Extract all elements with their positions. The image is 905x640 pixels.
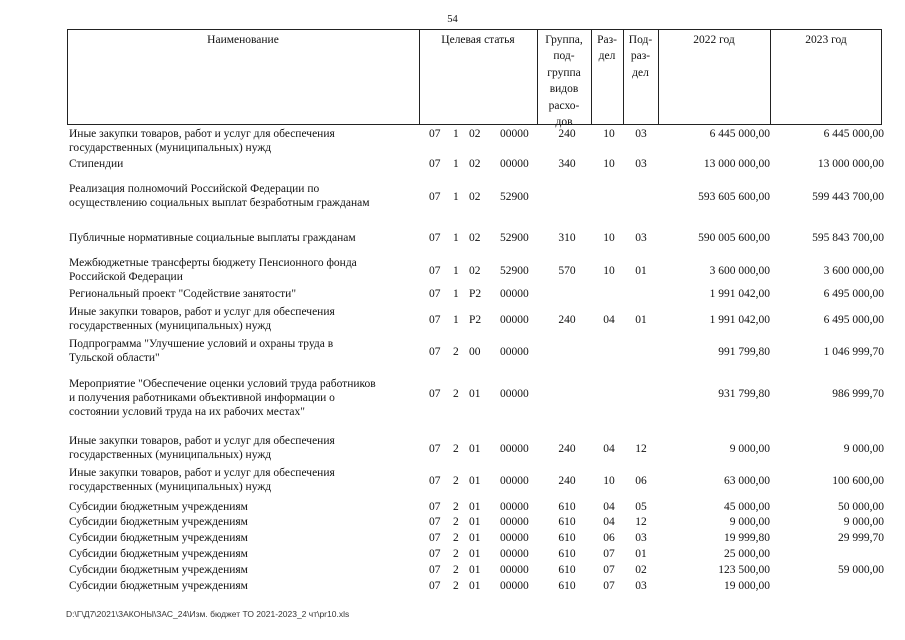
row-name: Стипендии bbox=[69, 158, 124, 170]
subprogram-code: 1 bbox=[453, 288, 459, 300]
program-code: 07 bbox=[429, 191, 441, 203]
expense-type: 240 bbox=[558, 314, 576, 326]
amount-2022: 9 000,00 bbox=[729, 516, 770, 528]
program-code: 07 bbox=[429, 564, 441, 576]
amount-2022: 931 799,80 bbox=[718, 388, 770, 400]
amount-2023: 9 000,00 bbox=[843, 443, 884, 455]
row-name: Субсидии бюджетным учреждениям bbox=[69, 516, 248, 528]
amount-2023: 6 495 000,00 bbox=[823, 288, 884, 300]
group-code: 01 bbox=[469, 580, 481, 592]
program-code: 07 bbox=[429, 388, 441, 400]
row-name: Субсидии бюджетным учреждениям bbox=[69, 580, 248, 592]
expense-type: 610 bbox=[558, 532, 576, 544]
subprogram-code: 1 bbox=[453, 265, 459, 277]
section-code: 04 bbox=[603, 501, 615, 513]
group-code: 01 bbox=[469, 501, 481, 513]
direction-code: 00000 bbox=[500, 475, 529, 487]
expense-type: 570 bbox=[558, 265, 576, 277]
subsection-code: 02 bbox=[635, 564, 647, 576]
direction-code: 00000 bbox=[500, 580, 529, 592]
group-code: 01 bbox=[469, 548, 481, 560]
amount-2023: 595 843 700,00 bbox=[812, 232, 884, 244]
program-code: 07 bbox=[429, 501, 441, 513]
header-name: Наименование bbox=[207, 34, 279, 46]
row-name: Субсидии бюджетным учреждениям bbox=[69, 501, 248, 513]
group-code: 00 bbox=[469, 346, 481, 358]
amount-2022: 19 000,00 bbox=[724, 580, 770, 592]
subprogram-code: 2 bbox=[453, 548, 459, 560]
subsection-code: 01 bbox=[635, 314, 647, 326]
expense-type: 610 bbox=[558, 580, 576, 592]
direction-code: 00000 bbox=[500, 501, 529, 513]
direction-code: 00000 bbox=[500, 564, 529, 576]
program-code: 07 bbox=[429, 346, 441, 358]
section-code: 04 bbox=[603, 443, 615, 455]
direction-code: 00000 bbox=[500, 532, 529, 544]
section-code: 10 bbox=[603, 158, 615, 170]
expense-type: 240 bbox=[558, 443, 576, 455]
direction-code: 00000 bbox=[500, 388, 529, 400]
amount-2022: 123 500,00 bbox=[718, 564, 770, 576]
program-code: 07 bbox=[429, 288, 441, 300]
row-name: Субсидии бюджетным учреждениям bbox=[69, 548, 248, 560]
amount-2022: 6 445 000,00 bbox=[709, 128, 770, 140]
amount-2022: 991 799,80 bbox=[718, 346, 770, 358]
row-name: Субсидии бюджетным учреждениям bbox=[69, 564, 248, 576]
header-year-2022: 2022 год bbox=[693, 34, 735, 46]
section-code: 06 bbox=[603, 532, 615, 544]
program-code: 07 bbox=[429, 128, 441, 140]
group-code: 02 bbox=[469, 128, 481, 140]
amount-2023: 13 000 000,00 bbox=[817, 158, 884, 170]
program-code: 07 bbox=[429, 443, 441, 455]
section-code: 10 bbox=[603, 265, 615, 277]
subsection-code: 01 bbox=[635, 548, 647, 560]
amount-2022: 63 000,00 bbox=[724, 475, 770, 487]
group-code: 02 bbox=[469, 265, 481, 277]
subprogram-code: 2 bbox=[453, 346, 459, 358]
subsection-code: 03 bbox=[635, 232, 647, 244]
section-code: 10 bbox=[603, 232, 615, 244]
group-code: 02 bbox=[469, 232, 481, 244]
direction-code: 52900 bbox=[500, 232, 529, 244]
subsection-code: 03 bbox=[635, 532, 647, 544]
amount-2022: 19 999,80 bbox=[724, 532, 770, 544]
subprogram-code: 1 bbox=[453, 314, 459, 326]
expense-type: 240 bbox=[558, 128, 576, 140]
direction-code: 00000 bbox=[500, 548, 529, 560]
group-code: 01 bbox=[469, 532, 481, 544]
group-code: 01 bbox=[469, 475, 481, 487]
row-name: Иные закупки товаров, работ и услуг для обеспечения государственных (муниципальных) нужд bbox=[69, 306, 335, 332]
direction-code: 00000 bbox=[500, 346, 529, 358]
amount-2023: 1 046 999,70 bbox=[823, 346, 884, 358]
subsection-code: 12 bbox=[635, 443, 647, 455]
program-code: 07 bbox=[429, 475, 441, 487]
amount-2023: 29 999,70 bbox=[838, 532, 884, 544]
section-code: 10 bbox=[603, 128, 615, 140]
group-code: 01 bbox=[469, 516, 481, 528]
direction-code: 00000 bbox=[500, 516, 529, 528]
amount-2023: 59 000,00 bbox=[838, 564, 884, 576]
expense-type: 310 bbox=[558, 232, 576, 244]
group-code: P2 bbox=[469, 288, 482, 300]
group-code: 01 bbox=[469, 388, 481, 400]
amount-2023: 6 495 000,00 bbox=[823, 314, 884, 326]
row-name: Иные закупки товаров, работ и услуг для обеспечения государственных (муниципальных) нужд bbox=[69, 435, 335, 461]
subprogram-code: 1 bbox=[453, 158, 459, 170]
amount-2023: 599 443 700,00 bbox=[812, 191, 884, 203]
amount-2023: 9 000,00 bbox=[843, 516, 884, 528]
file-path-footer: D:\Г\Д7\2021\ЗАКОНЫ\ЗАС_24\Изм. бюджет ТО 2021-2023_2 чт\pr10.xls bbox=[66, 609, 350, 619]
amount-2022: 593 605 600,00 bbox=[698, 191, 770, 203]
amount-2022: 25 000,00 bbox=[724, 548, 770, 560]
amount-2022: 3 600 000,00 bbox=[709, 265, 770, 277]
section-code: 07 bbox=[603, 548, 615, 560]
amount-2022: 9 000,00 bbox=[729, 443, 770, 455]
subprogram-code: 1 bbox=[453, 128, 459, 140]
expense-type: 240 bbox=[558, 475, 576, 487]
row-name: Субсидии бюджетным учреждениям bbox=[69, 532, 248, 544]
amount-2022: 45 000,00 bbox=[724, 501, 770, 513]
subprogram-code: 2 bbox=[453, 564, 459, 576]
program-code: 07 bbox=[429, 158, 441, 170]
group-code: 02 bbox=[469, 158, 481, 170]
amount-2022: 13 000 000,00 bbox=[703, 158, 770, 170]
row-name: Межбюджетные трансферты бюджету Пенсионного фонда Российской Федерации bbox=[69, 257, 357, 283]
row-name: Подпрограмма "Улучшение условий и охраны труда в Тульской области" bbox=[69, 338, 334, 364]
section-code: 04 bbox=[603, 314, 615, 326]
subprogram-code: 1 bbox=[453, 191, 459, 203]
direction-code: 00000 bbox=[500, 314, 529, 326]
row-name: Иные закупки товаров, работ и услуг для обеспечения государственных (муниципальных) нужд bbox=[69, 467, 335, 493]
amount-2022: 1 991 042,00 bbox=[709, 314, 770, 326]
direction-code: 00000 bbox=[500, 443, 529, 455]
row-name: Иные закупки товаров, работ и услуг для обеспечения государственных (муниципальных) нужд bbox=[69, 128, 335, 154]
section-code: 07 bbox=[603, 564, 615, 576]
header-target-article: Целевая статья bbox=[441, 34, 515, 46]
expense-type: 610 bbox=[558, 516, 576, 528]
section-code: 04 bbox=[603, 516, 615, 528]
subsection-code: 03 bbox=[635, 158, 647, 170]
expense-type: 610 bbox=[558, 548, 576, 560]
subprogram-code: 2 bbox=[453, 475, 459, 487]
direction-code: 00000 bbox=[500, 128, 529, 140]
subsection-code: 12 bbox=[635, 516, 647, 528]
group-code: 02 bbox=[469, 191, 481, 203]
header-year-2023: 2023 год bbox=[805, 34, 847, 46]
row-name: Реализация полномочий Российской Федерации по осуществлению социальных выплат безработным гражданам bbox=[69, 183, 370, 209]
direction-code: 52900 bbox=[500, 265, 529, 277]
expense-type: 610 bbox=[558, 501, 576, 513]
expense-type: 610 bbox=[558, 564, 576, 576]
direction-code: 52900 bbox=[500, 191, 529, 203]
subprogram-code: 2 bbox=[453, 516, 459, 528]
group-code: P2 bbox=[469, 314, 482, 326]
group-code: 01 bbox=[469, 564, 481, 576]
subprogram-code: 2 bbox=[453, 580, 459, 592]
subsection-code: 03 bbox=[635, 128, 647, 140]
subsection-code: 05 bbox=[635, 501, 647, 513]
amount-2023: 50 000,00 bbox=[838, 501, 884, 513]
amount-2022: 1 991 042,00 bbox=[709, 288, 770, 300]
amount-2023: 986 999,70 bbox=[832, 388, 884, 400]
amount-2023: 6 445 000,00 bbox=[823, 128, 884, 140]
program-code: 07 bbox=[429, 580, 441, 592]
section-code: 07 bbox=[603, 580, 615, 592]
program-code: 07 bbox=[429, 232, 441, 244]
expense-type: 340 bbox=[558, 158, 576, 170]
subprogram-code: 2 bbox=[453, 501, 459, 513]
subsection-code: 06 bbox=[635, 475, 647, 487]
page-number: 54 bbox=[447, 14, 458, 25]
row-name: Мероприятие "Обеспечение оценки условий труда работников и получения работниками объективной информации о состоянии условий труда на их рабочих местах" bbox=[69, 378, 376, 418]
program-code: 07 bbox=[429, 265, 441, 277]
subprogram-code: 1 bbox=[453, 232, 459, 244]
direction-code: 00000 bbox=[500, 288, 529, 300]
amount-2023: 100 600,00 bbox=[832, 475, 884, 487]
header-subsection: Под- раз- дел bbox=[628, 34, 653, 79]
program-code: 07 bbox=[429, 532, 441, 544]
group-code: 01 bbox=[469, 443, 481, 455]
subsection-code: 01 bbox=[635, 265, 647, 277]
program-code: 07 bbox=[429, 314, 441, 326]
program-code: 07 bbox=[429, 516, 441, 528]
row-name: Публичные нормативные социальные выплаты гражданам bbox=[69, 232, 356, 244]
subsection-code: 03 bbox=[635, 580, 647, 592]
amount-2022: 590 005 600,00 bbox=[698, 232, 770, 244]
header-section: Раз- дел bbox=[597, 34, 617, 63]
subprogram-code: 2 bbox=[453, 532, 459, 544]
subprogram-code: 2 bbox=[453, 443, 459, 455]
row-name: Региональный проект "Содействие занятости" bbox=[69, 288, 297, 300]
section-code: 10 bbox=[603, 475, 615, 487]
amount-2023: 3 600 000,00 bbox=[823, 265, 884, 277]
subprogram-code: 2 bbox=[453, 388, 459, 400]
direction-code: 00000 bbox=[500, 158, 529, 170]
header-expense-group: Группа, под- группа видов расхо- дов bbox=[545, 34, 583, 129]
program-code: 07 bbox=[429, 548, 441, 560]
